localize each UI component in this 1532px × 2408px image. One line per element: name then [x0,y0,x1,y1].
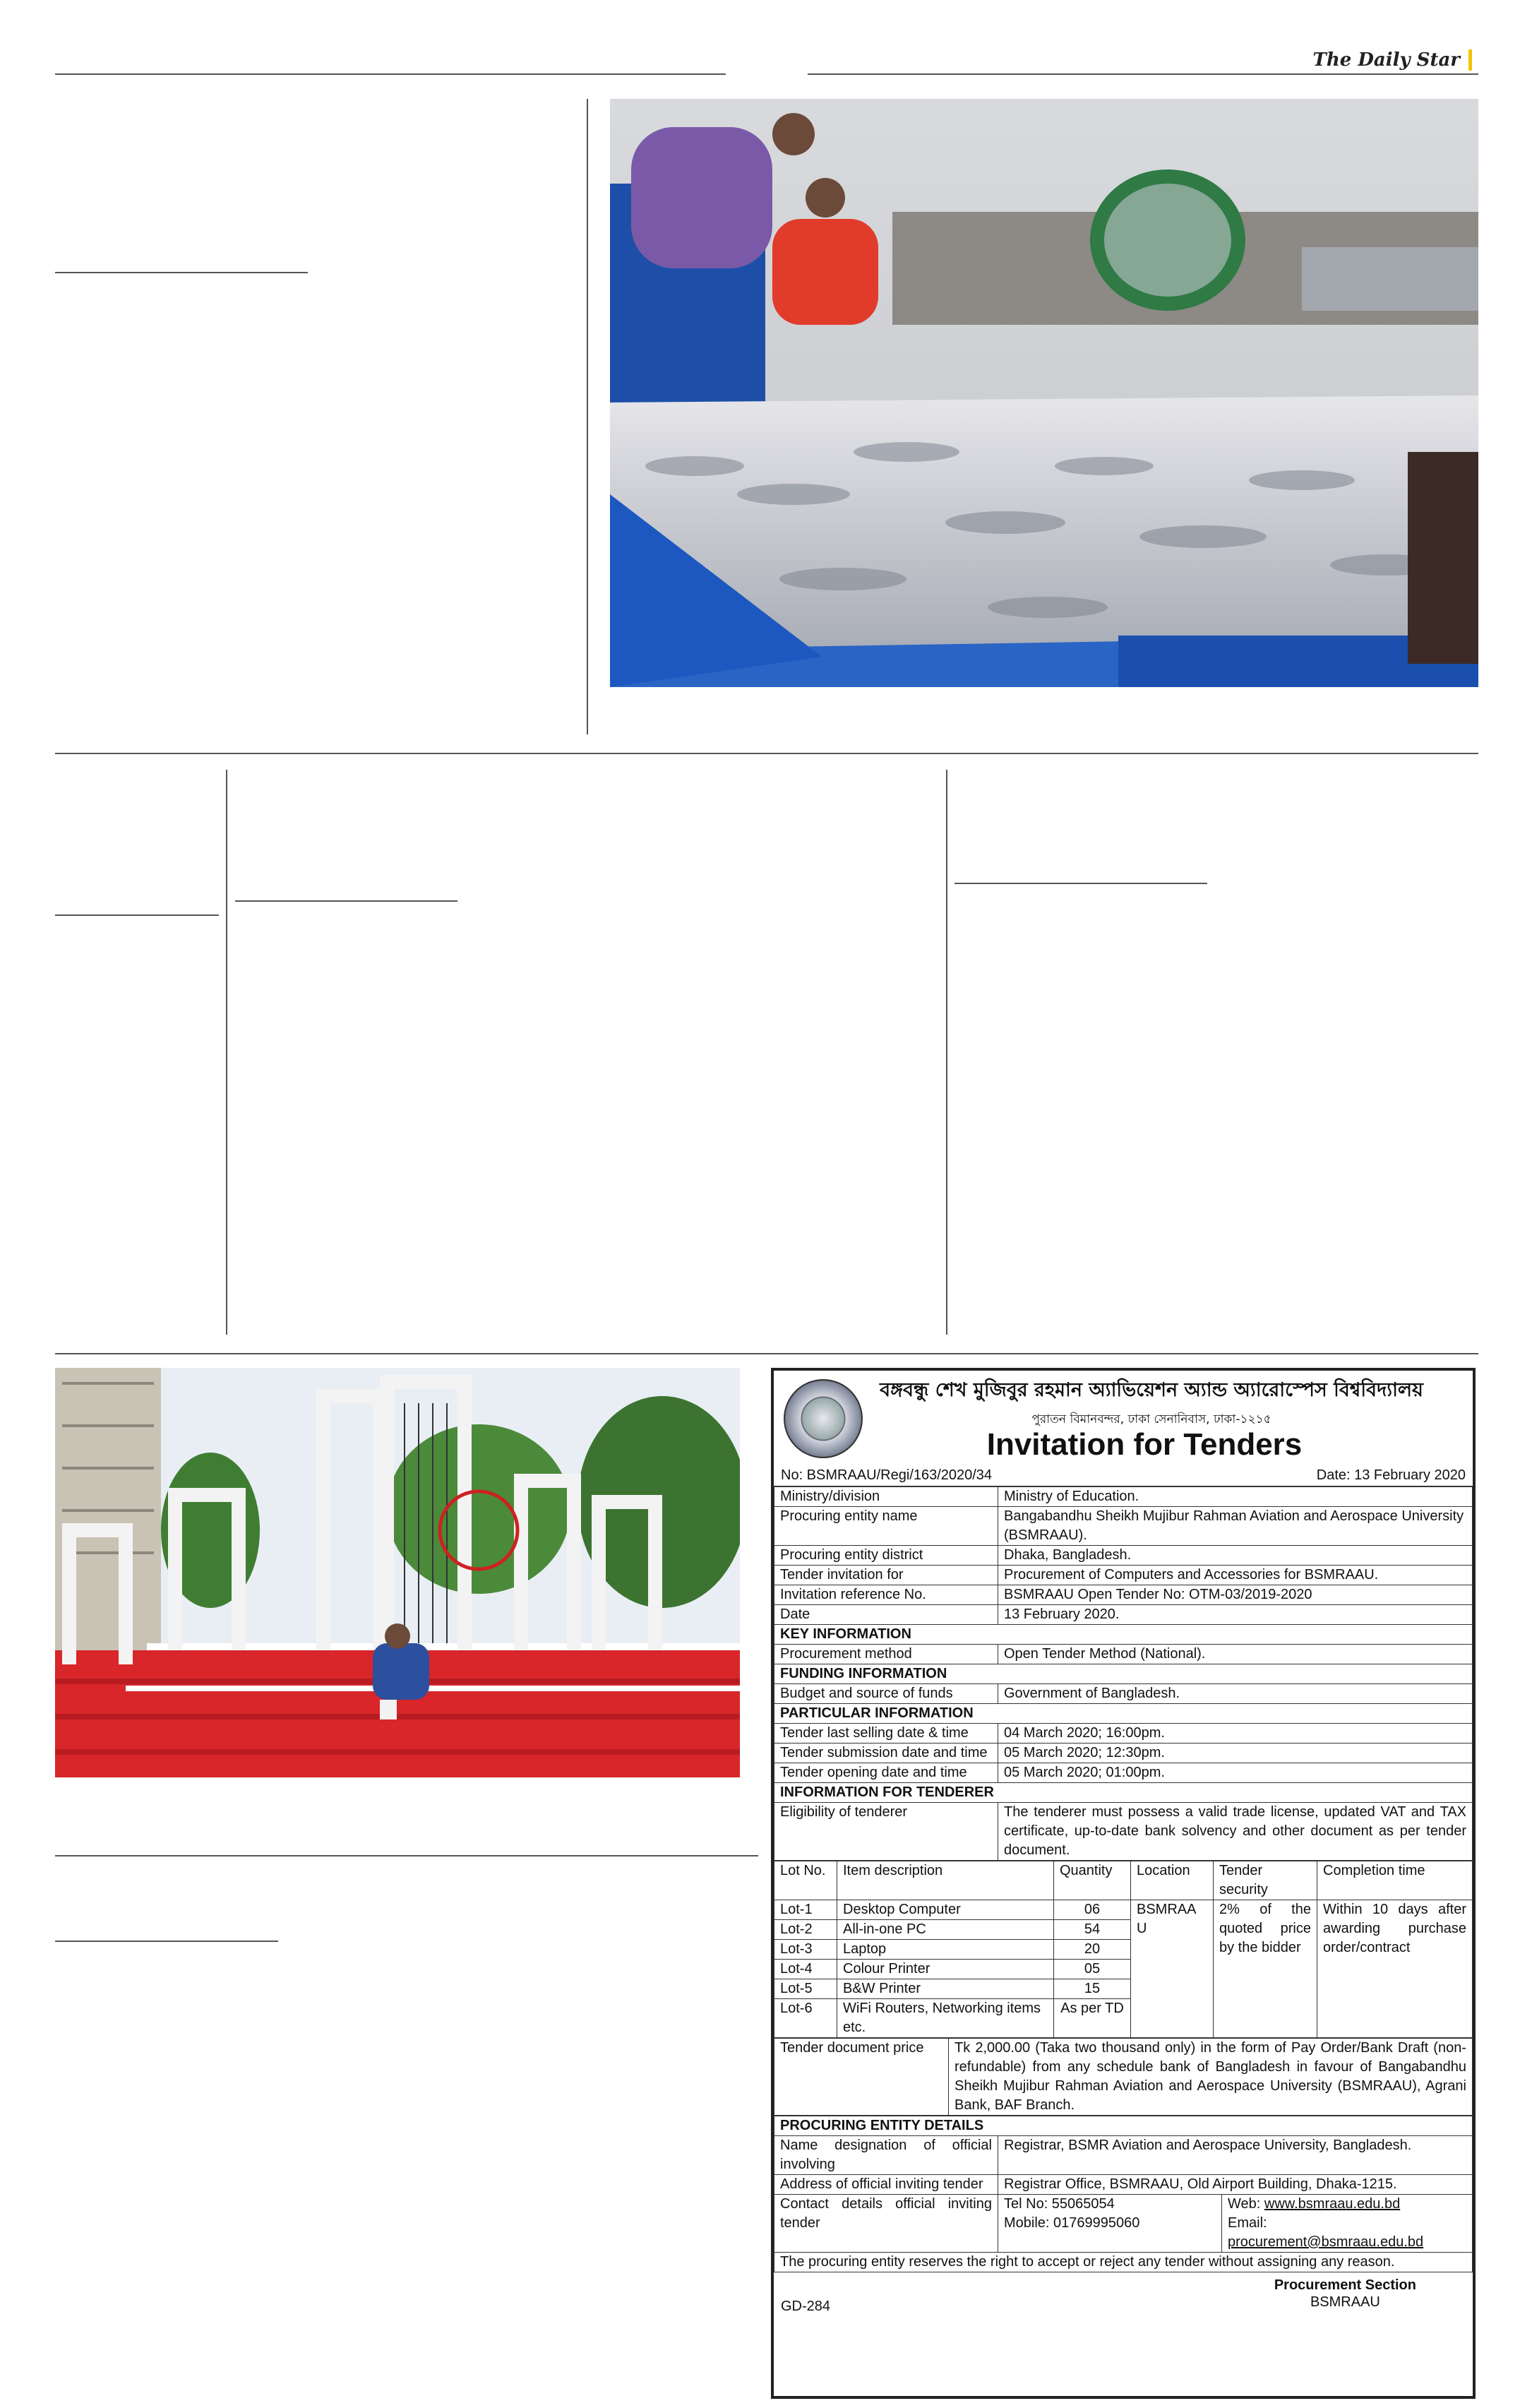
lot-quantity: 15 [1054,1979,1131,1999]
particular-heading: PARTICULAR INFORMATION [774,1704,1473,1724]
row-value: Procurement of Computers and Accessories for BSMRAAU. [998,1566,1473,1585]
section-heading-row [774,2116,1473,2136]
row-value: Tk 2,000.00 (Taka two thousand only) in the form of Pay Order/Bank Draft (non-refundable) from any schedule bank of Bangladesh in favour of Bangabandhu Sheikh Mujibur Rahman Aviation and Aerospace University (BSMRAAU), Agrani Bank, BAF Branch. [949,2039,1473,2116]
table-row [774,2039,1473,2116]
table-row [774,1763,1473,1783]
headline-underline-2a [55,914,219,916]
ad-header [774,1371,1473,1466]
row-label: Tender invitation for [774,1566,998,1585]
headline-underline-2b [235,900,457,902]
table-row [774,1507,1473,1546]
headline-underline-3 [55,1941,278,1942]
lot-quantity: As per TD [1054,1999,1131,2038]
row-label: Tender opening date and time [774,1763,998,1783]
lot-row [774,1900,1473,1920]
procuring-entity-table [774,2116,1473,2272]
table-row [774,1645,1473,1664]
lot-quantity: 54 [1054,1920,1131,1940]
section-heading-row [774,1625,1473,1645]
disclaimer: The procuring entity reserves the right to accept or reject any tender without assigning any reason. [774,2253,1473,2272]
lots-security: 2% of the quoted price by the bidder [1214,1900,1317,2038]
masthead-logo: The Daily Star [1312,49,1460,71]
row-label: Eligibility of tenderer [774,1803,998,1861]
procuring-heading: PROCURING ENTITY DETAILS [774,2116,1473,2136]
tender-advertisement [771,1368,1476,2399]
lot-no: Lot-4 [774,1960,837,1979]
lot-item: Colour Printer [837,1960,1054,1979]
telephone: Tel No: 55065054 [1004,2196,1115,2212]
headline-underline [55,272,308,273]
row-value: The tenderer must possess a valid trade license, updated VAT and TAX certificate, up-to-date bank solvency and other document as per tender document. [998,1803,1473,1861]
row-value: Registrar Office, BSMRAAU, Old Airport Building, Dhaka-1215. [998,2175,1473,2195]
organization: BSMRAAU [1310,2294,1380,2310]
table-row [774,1684,1473,1704]
email-label: Email: [1228,2215,1267,2231]
lot-item: B&W Printer [837,1979,1054,1999]
row-value: Bangabandhu Sheikh Mujibur Rahman Aviation and Aerospace University (BSMRAAU). [998,1507,1473,1546]
column-divider-2b [946,770,947,1335]
row-value: Open Tender Method (National). [998,1645,1473,1664]
row-label: Address of official inviting tender [774,2175,998,2195]
tenderer-heading: INFORMATION FOR TENDERER [774,1783,1473,1803]
row-value: 05 March 2020; 12:30pm. [998,1744,1473,1763]
shaheed-minar-photo [55,1368,740,1777]
masthead-accent [1468,49,1472,71]
document-price-table [774,2038,1473,2116]
table-row [774,2195,1473,2253]
procurement-section: Procurement Section [1274,2277,1416,2293]
table-row [774,2253,1473,2272]
section-heading-row [774,1783,1473,1803]
bangla-address: পুরাতন বিমানবন্দর, ঢাকা সেনানিবাস, ঢাকা-১২১৫ [1031,1412,1271,1426]
reference-date: Date: 13 February 2020 [1316,1467,1466,1483]
table-row [774,1487,1473,1507]
row-value: Government of Bangladesh. [998,1684,1473,1704]
lot-no: Lot-5 [774,1979,837,1999]
lot-no: Lot-1 [774,1900,837,1920]
table-row [774,1605,1473,1625]
section-rule-3 [55,1855,758,1856]
column-divider [587,99,588,734]
item-header: Item description [837,1861,1054,1900]
section-heading-row [774,1664,1473,1684]
reference-number: No: BSMRAAU/Regi/163/2020/34 [781,1467,993,1483]
row-label: Contact details official inviting tender [774,2195,998,2253]
security-header: Tender security [1214,1861,1317,1900]
lot-no-header: Lot No. [774,1861,837,1900]
row-value: Dhaka, Bangladesh. [998,1546,1473,1566]
section-rule-2 [55,1353,1478,1354]
column-divider-2a [226,770,227,1335]
ad-code: GD-284 [781,2299,831,2314]
top-rule-left [55,73,726,75]
top-rule-right [808,73,1478,75]
table-row [774,1724,1473,1744]
quantity-header: Quantity [1054,1861,1131,1900]
ad-footer [774,2272,1473,2319]
tender-details-table [774,1486,1473,1861]
lots-completion: Within 10 days after awarding purchase order/contract [1317,1900,1473,2038]
table-row [774,2175,1473,2195]
row-label: Date [774,1605,998,1625]
lots-location: BSMRAA U [1131,1900,1214,2038]
row-label: Tender submission date and time [774,1744,998,1763]
table-row [774,1566,1473,1585]
fish-photo [610,99,1478,687]
lot-no: Lot-2 [774,1920,837,1940]
row-label: Name designation of official involving [774,2136,998,2175]
contact-online [1222,2195,1473,2253]
masthead [1313,49,1472,71]
table-row [774,1585,1473,1605]
lots-table [774,1861,1473,2038]
row-label: Procuring entity district [774,1546,998,1566]
lot-no: Lot-6 [774,1999,837,2038]
lot-quantity: 05 [1054,1960,1131,1979]
completion-header: Completion time [1317,1861,1473,1900]
contact-phones [998,2195,1222,2253]
lots-header-row [774,1861,1473,1900]
section-rule-1 [55,753,1478,754]
row-value: 13 February 2020. [998,1605,1473,1625]
web-label: Web: [1228,2196,1261,2212]
row-value: BSMRAAU Open Tender No: OTM-03/2019-2020 [998,1585,1473,1605]
table-row [774,1803,1473,1861]
section-heading-row [774,1704,1473,1724]
row-value: 04 March 2020; 16:00pm. [998,1724,1473,1744]
row-value: Ministry of Education. [998,1487,1473,1507]
headline-underline-2c [954,883,1207,884]
lot-item: Desktop Computer [837,1900,1054,1920]
row-label: Tender last selling date & time [774,1724,998,1744]
row-label: Procurement method [774,1645,998,1664]
ad-title: Invitation for Tenders [986,1427,1303,1462]
email-link[interactable]: procurement@bsmraau.edu.bd [1228,2234,1424,2250]
row-value: Registrar, BSMR Aviation and Aerospace University, Bangladesh. [998,2136,1473,2175]
lot-item: All-in-one PC [837,1920,1054,1940]
lot-item: Laptop [837,1940,1054,1960]
row-value: 05 March 2020; 01:00pm. [998,1763,1473,1783]
row-label: Ministry/division [774,1487,998,1507]
mobile: Mobile: 01769995060 [1004,2215,1140,2231]
lot-quantity: 20 [1054,1940,1131,1960]
lot-quantity: 06 [1054,1900,1131,1920]
row-label: Budget and source of funds [774,1684,998,1704]
row-label: Procuring entity name [774,1507,998,1546]
row-label: Invitation reference No. [774,1585,998,1605]
location-header: Location [1131,1861,1214,1900]
funding-heading: FUNDING INFORMATION [774,1664,1473,1684]
table-row [774,1546,1473,1566]
lot-item: WiFi Routers, Networking items etc. [837,1999,1054,2038]
table-row [774,1744,1473,1763]
row-label: Tender document price [774,2039,949,2116]
reference-line [774,1466,1473,1486]
key-info-heading: KEY INFORMATION [774,1625,1473,1645]
signature-block [1274,2277,1416,2311]
bangla-university-name: বঙ্গবন্ধু শেখ মুজিবুর রহমান অ্যাভিয়েশন অ্যান্ড অ্যারোস্পেস বিশ্ববিদ্যালয় [880,1379,1423,1401]
lot-no: Lot-3 [774,1940,837,1960]
table-row [774,2136,1473,2175]
website-link[interactable]: www.bsmraau.edu.bd [1264,2196,1401,2212]
web-line [1228,2195,1466,2214]
